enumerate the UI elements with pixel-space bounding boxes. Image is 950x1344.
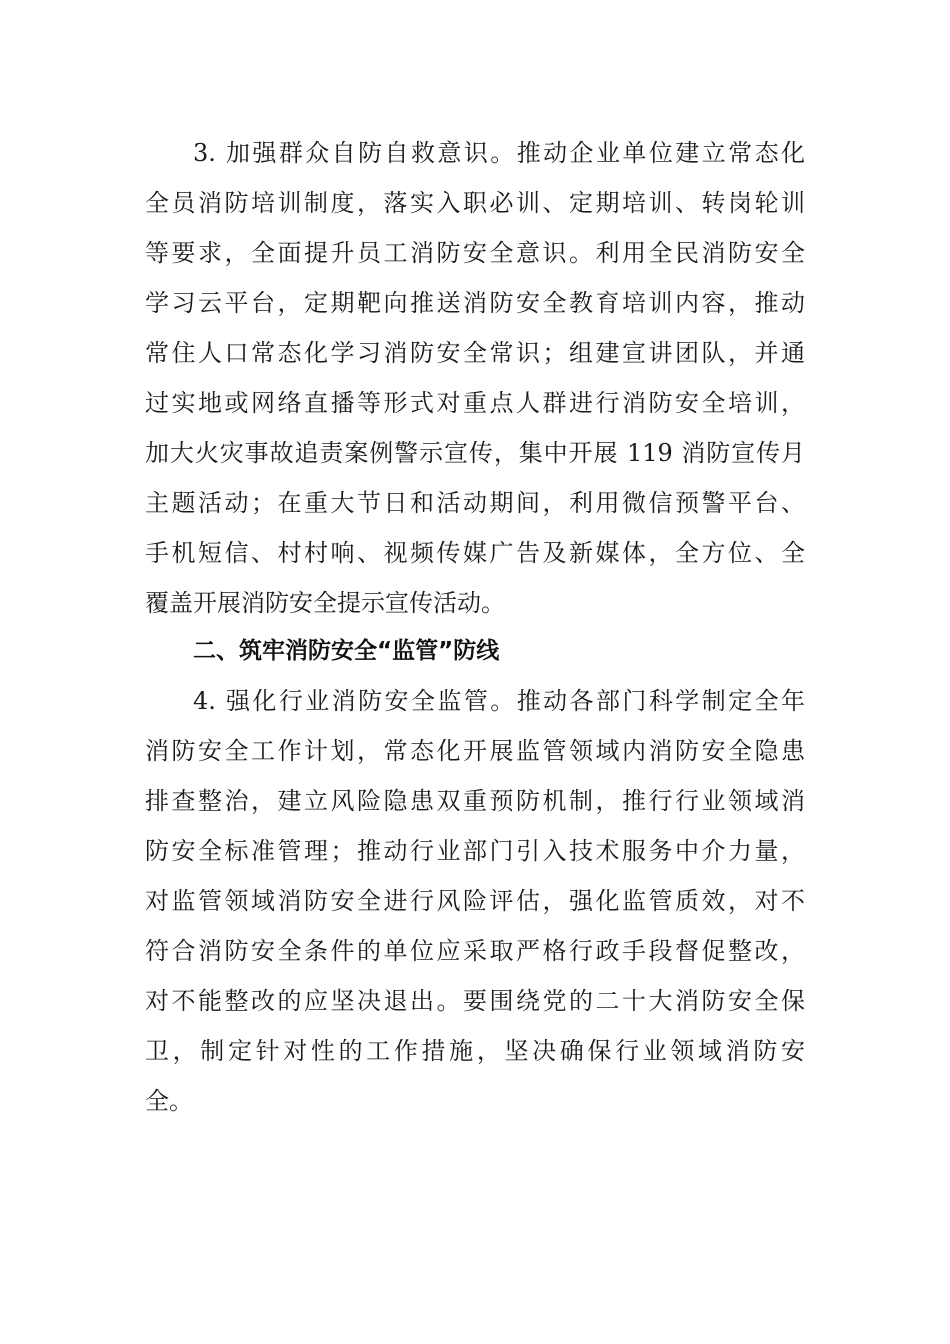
paragraph-4-line: 符合消防安全条件的单位应采取严格行政手段督促整改，: [145, 937, 805, 965]
section-heading: 二、筑牢消防安全“监管”防线: [193, 638, 500, 664]
paragraph-3-line: 常住人口常态化学习消防安全常识；组建宣讲团队，并通: [145, 339, 805, 367]
paragraph-4-line: 防安全标准管理；推动行业部门引入技术服务中介力量，: [145, 837, 805, 865]
paragraph-4-line: 4. 强化行业消防安全监管。推动各部门科学制定全年: [193, 687, 805, 715]
paragraph-3-line: 手机短信、村村响、视频传媒广告及新媒体，全方位、全: [145, 539, 805, 567]
paragraph-3-line: 覆盖开展消防安全提示宣传活动。: [145, 589, 505, 617]
paragraph-3-line: 过实地或网络直播等形式对重点人群进行消防安全培训，: [145, 389, 805, 417]
paragraph-4-line: 消防安全工作计划，常态化开展监管领域内消防安全隐患: [145, 737, 805, 765]
paragraph-3-line: 主题活动；在重大节日和活动期间，利用微信预警平台、: [145, 489, 805, 517]
paragraph-3-line: 等要求，全面提升员工消防安全意识。利用全民消防安全: [145, 239, 805, 267]
paragraph-4-line: 排查整治，建立风险隐患双重预防机制，推行行业领域消: [145, 787, 805, 815]
paragraph-3-line: 学习云平台，定期靶向推送消防安全教育培训内容，推动: [145, 289, 805, 317]
paragraph-4-line: 全。: [145, 1087, 193, 1115]
paragraph-3-line: 3. 加强群众自防自救意识。推动企业单位建立常态化: [193, 139, 805, 167]
paragraph-3-line: 加大火灾事故追责案例警示宣传，集中开展 119 消防宣传月: [145, 439, 805, 467]
paragraph-4-line: 对不能整改的应坚决退出。要围绕党的二十大消防安全保: [145, 987, 805, 1015]
paragraph-4-line: 卫，制定针对性的工作措施，坚决确保行业领域消防安: [145, 1037, 805, 1065]
paragraph-4-line: 对监管领域消防安全进行风险评估，强化监管质效，对不: [145, 887, 805, 915]
paragraph-3-line: 全员消防培训制度，落实入职必训、定期培训、转岗轮训: [145, 189, 805, 217]
